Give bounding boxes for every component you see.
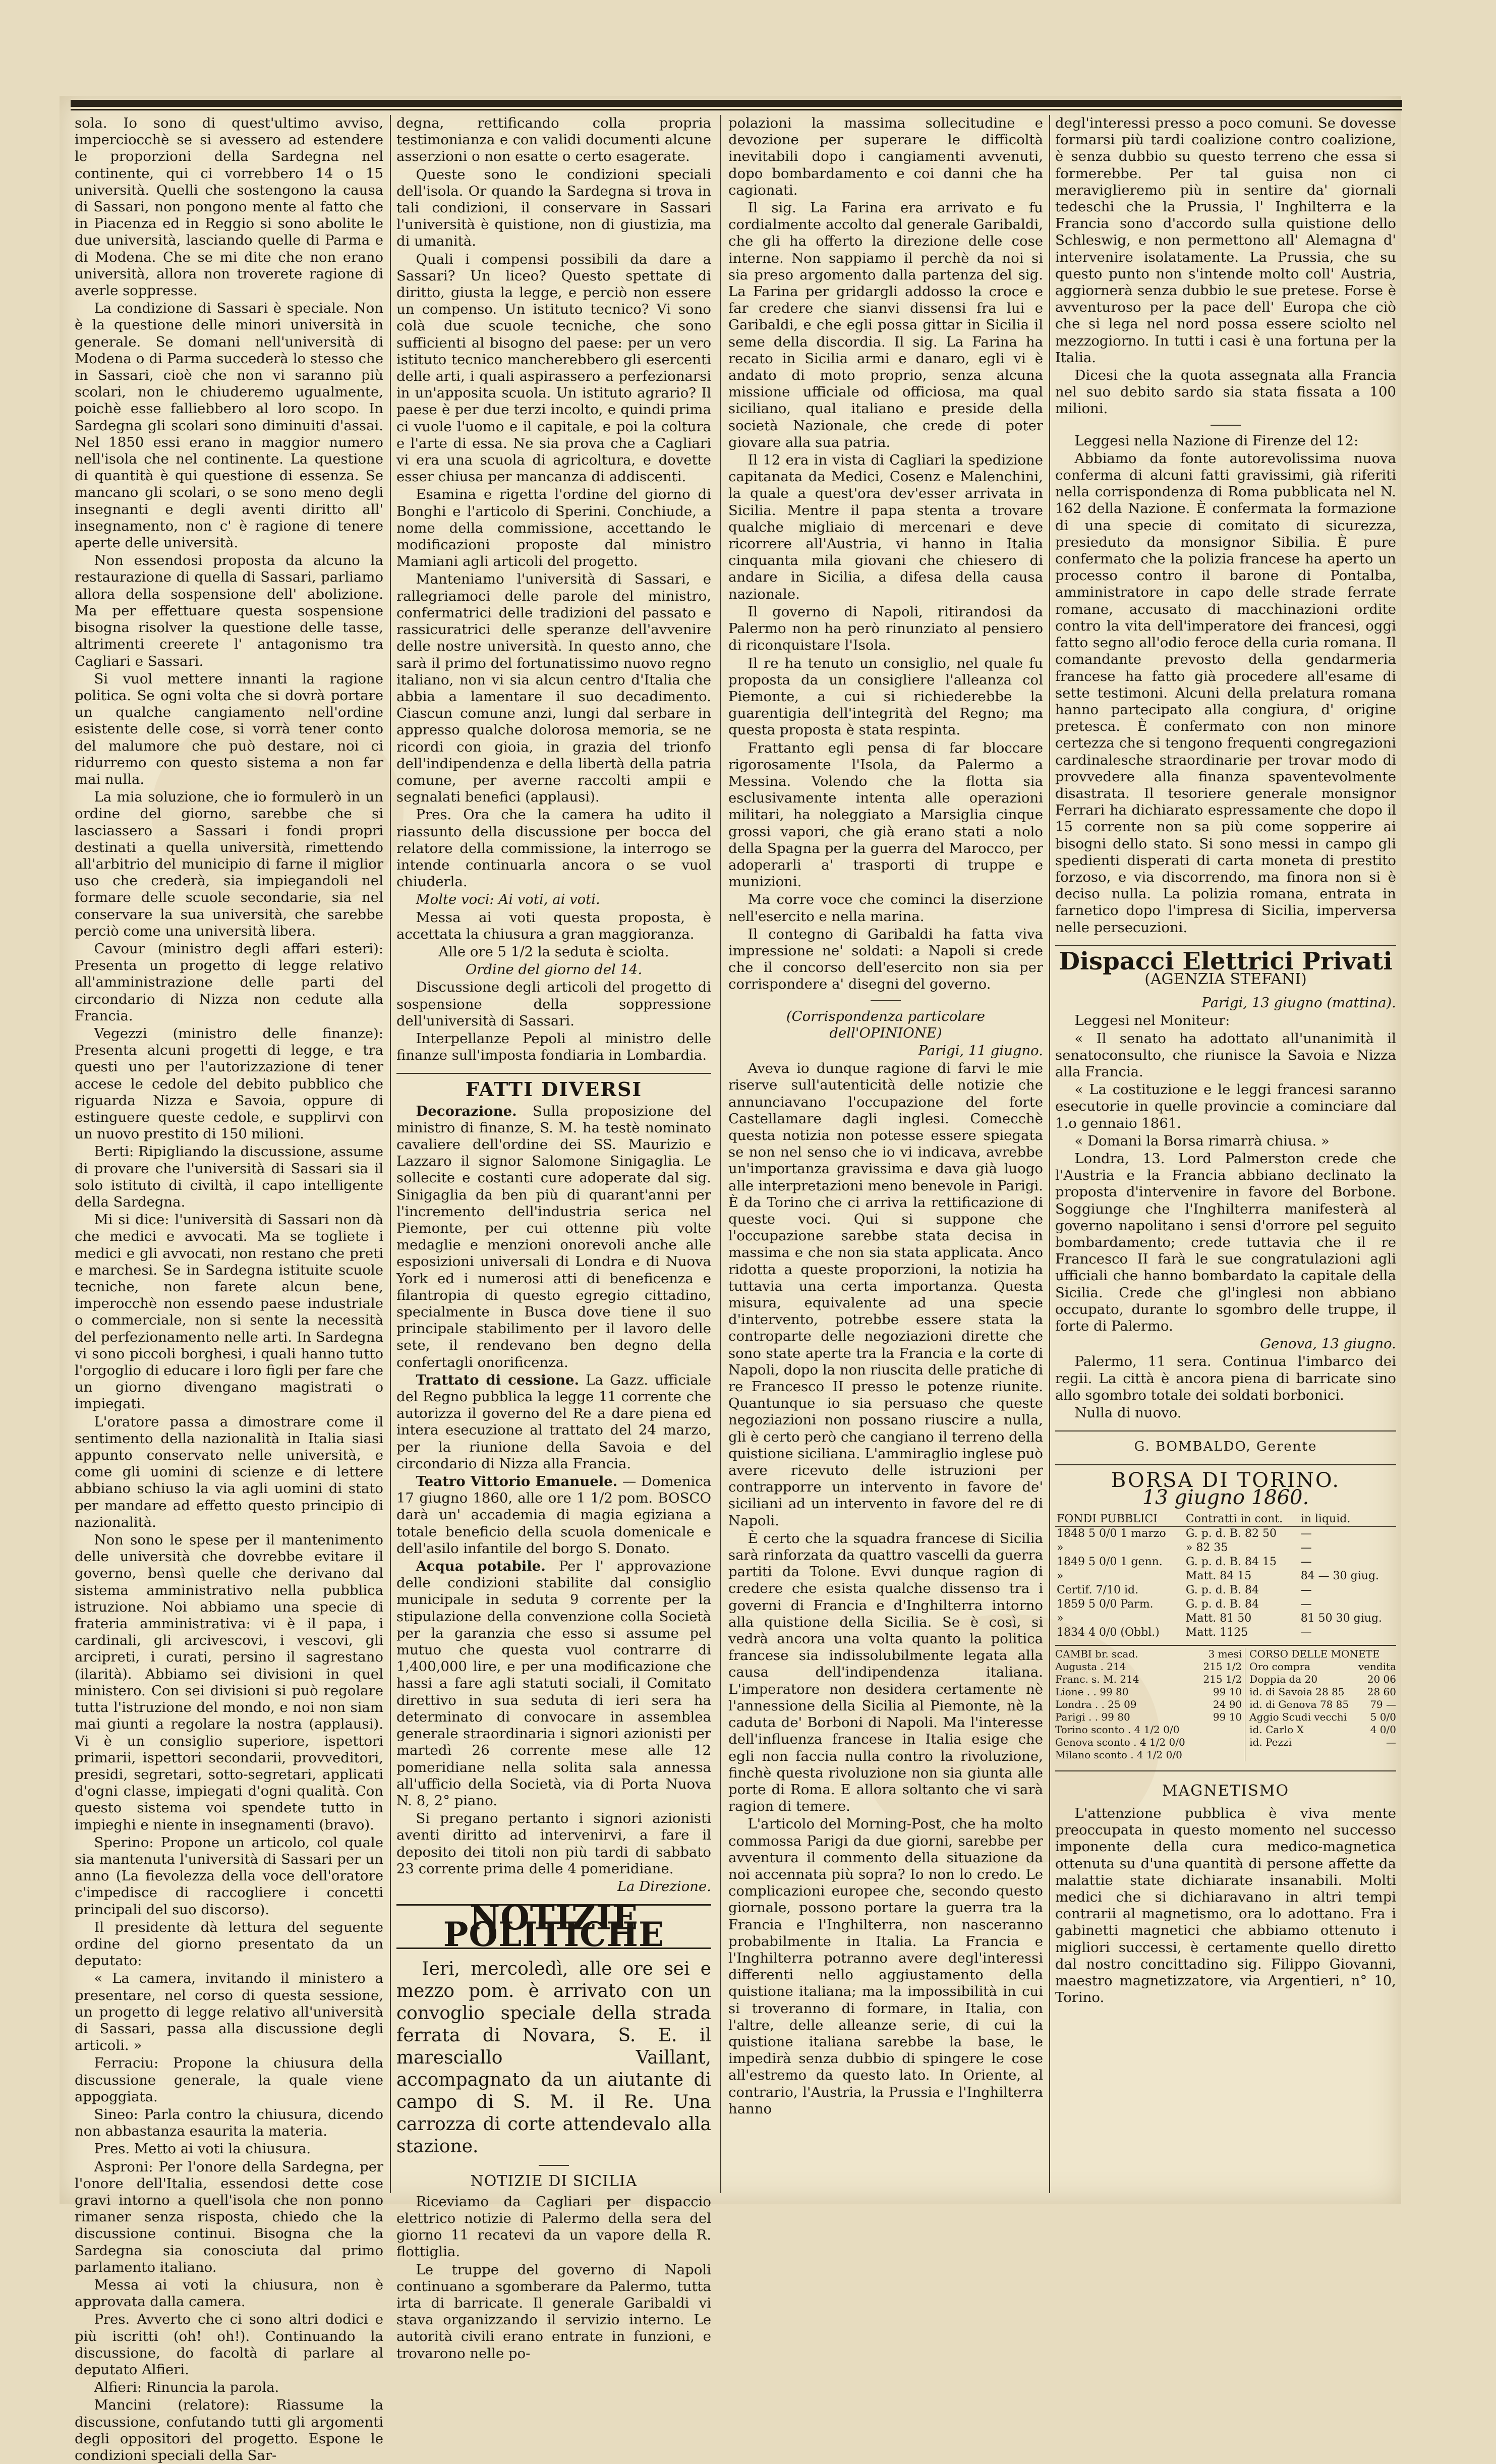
short-divider [1211, 425, 1241, 426]
cell: G. p. d. B. 84 [1185, 1597, 1259, 1611]
cell: 215 1/2 [1203, 1660, 1242, 1673]
paragraph: Molte voci: Ai voti, ai voti. [416, 891, 600, 908]
dispacci-date: Parigi, 13 giugno (mattina). [1201, 995, 1396, 1011]
cell: Londra . . 25 09 [1055, 1698, 1137, 1710]
paragraph: Interpellanze Pepoli al ministro delle finanze sull'imposta fondiaria in Lombardia. [396, 1030, 711, 1064]
cell: Matt. 84 15 [1185, 1569, 1252, 1582]
cambi-row [1055, 1660, 1242, 1673]
monete-row [1249, 1673, 1396, 1686]
correspondence-heading: (Corrispondenza particolare dell'OPINIONE) [786, 1008, 986, 1041]
table-row [1055, 1541, 1396, 1555]
cell: Milano sconto . 4 1/2 0/0 [1055, 1748, 1182, 1761]
cell: Aggio Scudi vecchi [1249, 1710, 1347, 1723]
notizie-politiche-heading: NOTIZIE POLITICHE [396, 1904, 711, 1949]
monete-row [1249, 1686, 1396, 1698]
news-item [396, 1810, 711, 1877]
paragraph: Sperino: Propone un articolo, col quale sia mantenuta l'università di Sassari per un anno (La fievolezza della voce dell'oratore c'impedisce di raccogliere i concetti principali del suo discorso). [75, 1834, 383, 1918]
paragraph: Dicesi che la quota assegnata alla Francia nel suo debito sardo sia stata fissata a 100 milioni. [1055, 367, 1396, 417]
paragraph: Mi si dice: l'università di Sassari non dà che medici e avvocati. Ma se togliete i medici e gli avvocati, non restano che preti e marchesi. Se in Sardegna istituite scuole tecniche, non farete alcun bene, imperocchè non essendo paese industriale o commerciale, non si sente la necessità del perfezionamento nelle arti. In Sardegna vi sono piccoli borghesi, i quali hanno tutto l'orgoglio di educare i loro figli per fare che un giorno divengano magistrati o impiegati. [75, 1212, 383, 1412]
paragraph: Palermo, 11 sera. Continua l'imbarco dei regii. La città è ancora piena di barricate sino allo sgombro totale dei soldati borbonici. [1055, 1353, 1396, 1403]
cell: G. p. d. B. 84 [1185, 1583, 1259, 1596]
news-lead: Trattato di cessione. [416, 1371, 580, 1388]
fatti-diversi-heading: FATTI DIVERSI [465, 1078, 643, 1101]
paragraph: Leggesi nel Moniteur: [1074, 1012, 1230, 1029]
nazione-heading: Leggesi nella Nazione di Firenze del 12: [1074, 432, 1359, 449]
paragraph: Alle ore 5 1/2 la seduta è sciolta. [438, 943, 669, 960]
cell: 1848 5 0/0 1 marzo [1057, 1527, 1166, 1540]
paragraph: Il sig. La Farina era arrivato e fu cordialmente accolto dal generale Garibaldi, che gli ha offerto la direzione delle cose interne. Non sappiamo il perchè da noi si sia preso argomento dalla partenza del sig. La Farina per gridargli addosso la croce e far credere che sianvi dissensi fra lui e Garibaldi, e che egli possa gittar in Sicilia il seme della discordia. Il sig. La Farina ha recato in Sicilia armi e danaro, egli vi è andato di moto proprio, senza alcuna missione ufficiale od officiosa, ma qual siciliano, qual italiano e preside della società Nazionale, che crede di poter giovare alla sua patria. [728, 200, 1043, 450]
paragraph: Esamina e rigetta l'ordine del giorno di Bonghi e l'articolo di Sperini. Conchiude, a nome della commissione, accettando le modificazioni proposte dal ministro Mamiani agli articoli del progetto. [396, 486, 711, 570]
cell: G. p. d. B. 84 15 [1185, 1555, 1277, 1568]
top-rule-thin [71, 109, 1402, 110]
borsa-heading: BORSA DI TORINO. [1111, 1469, 1341, 1493]
cambi-row [1055, 1736, 1242, 1749]
paragraph: Pres. Metto ai voti la chiusura. [94, 2141, 311, 2157]
cell: 84 — 30 giug. [1300, 1569, 1379, 1582]
cell: Parigi . . 99 80 [1055, 1710, 1130, 1723]
top-rule [71, 100, 1402, 107]
table-header-row [1055, 1512, 1396, 1527]
cambi-row [1055, 1711, 1242, 1724]
column-4 [1055, 115, 1396, 2198]
cell: 3 mesi [1208, 1647, 1242, 1660]
news-lead: Teatro Vittorio Emanuele. [416, 1473, 618, 1490]
borsa-table [1055, 1512, 1396, 1640]
paragraph: Il contegno di Garibaldi ha fatta viva impressione ne' soldati: a Napoli si crede che il concorso dell'esercito non sia per corrispondere a' disegni del governo. [728, 926, 1043, 993]
paragraph: Londra, 13. Lord Palmerston crede che l'Austria e la Francia abbiano declinato la proposta d'intervenire in favore del Borbone. Soggiunge che l'Inghilterra manifesterà al governo napolitano i sensi d'orrore pel seguito bombardamento; crede tuttavia che il re Francesco II farà le sue congratulazioni agli ufficiali che hanno bombardato la capitale della Sicilia. Crede che gl'inglesi non abbiano occupato, durante lo sgombro delle truppe, il forte di Palermo. [1055, 1150, 1396, 1335]
cell: Franc. s. M. 214 [1055, 1673, 1139, 1685]
genova-date: Genova, 13 giugno. [1260, 1336, 1396, 1352]
gerente-signature: G. BOMBALDO, Gerente [1134, 1439, 1317, 1455]
cell: CAMBI br. scad. [1055, 1647, 1138, 1660]
paragraph: L'articolo del Morning-Post, che ha molto commossa Parigi da due giorni, sarebbe per avventura il commento della situazione da noi accennata più sopra? Io non lo credo. Le complicazioni europee che, secondo questo giornale, possono portare la guerra tra la Francia e l'Inghilterra, non nasceranno probabilmente in Italia. La Francia e l'Inghilterra potranno avere degl'interessi differenti nello aggiustamento della quistione italiana; ma la impossibilità in cui si troveranno di formare, in Italia, con l'altre, delle alleanze serie, di cui la quistione italiana sarebbe la base, le impedirà senza dubbio di spingere le cose all'estremo da questo lato. In Oriente, al contrario, l'Austria, la Prussia e l'Inghilterra hanno [728, 1816, 1043, 2117]
paragraph: Messa ai voti questa proposta, è accettata la chiusura a gran maggioranza. [396, 909, 711, 942]
paragraph: Il governo di Napoli, ritirandosi da Palermo non ha però rinunziato al pensiero di riconquistare l'Isola. [728, 603, 1043, 654]
cell: id. di Savoia 28 85 [1249, 1685, 1345, 1698]
paragraph: Manteniamo l'università di Sassari, e rallegriamoci delle parole del ministro, confermatrici delle tradizioni del passato e rassicuratrici delle speranze dell'avvenire delle nostre università. In questo anno, che sarà il primo del fortunatissimo nuovo regno italiano, non vi sia alcun centro d'Italia che abbia a lamentare il suo decadimento. Ciascun comune anzi, lungi dal serbare in appresso qualche dolorosa memoria, se ne ricordi con gioia, in grazia del trionfo dell'indipendenza e della libertà della patria comune, per averne raccolti ampii e segnalati benefici (applausi). [396, 571, 711, 806]
paragraph: Pres. Ora che la camera ha udito il riassunto della discussione per bocca del relatore della commissione, la interrogo se intende continuarla ancora o se vuol chiuderla. [396, 807, 711, 890]
paragraph: Cavour (ministro degli affari esteri): Presenta un progetto di legge relativo all'amministrazione delle parti del circondario di Nizza non cedute alla Francia. [75, 940, 383, 1024]
news-text: — Domenica 17 giugno 1860, alle ore 1 1/2 pom. BOSCO darà un' accademia di magia egiziana a totale beneficio della scuola domenicale e dell'asilo infantile del borgo S. Donato. [396, 1473, 711, 1557]
paragraph: L'oratore passa a dimostrare come il sentimento della nazionalità in Italia siasi appunto conservato nelle università, e come gli uomini di scienze e di lettere abbiano schiuso la via agli uomini di stato per mandare ad effetto questo principio di nazionalità. [75, 1413, 383, 1530]
lead-paragraph: Ieri, mercoledì, alle ore sei e mezzo pom. è arrivato con un convoglio speciale della strada ferrata di Novara, S. E. il maresciallo Vaillant, accompagnato da un aiutante di campo di S. M. il Re. Una carrozza di corte attendevalo alla stazione. [396, 1958, 711, 2157]
cell: 24 90 [1213, 1698, 1242, 1710]
paragraph: Il re ha tenuto un consiglio, nel quale fu proposta da un consigliere l'alleanza col Piemonte, a cui si richiederebbe la guarentigia dell'integrità del Regno; ma questa proposta è stata respinta. [728, 655, 1043, 738]
news-text: La Gazz. ufficiale del Regno pubblica la legge 11 corrente che autorizza il governo del Re a dare piena ed intera esecuzione al trattato del 24 marzo, per la riunione della Savoia e del circondario di Nizza alla Francia. [396, 1371, 711, 1472]
paragraph: Non essendosi proposta da alcuno la restaurazione di quella di Sassari, parliamo allora della sospensione dell' abolizione. Ma per effettuare questa sospensione bisogna risolver la questione delle tasse, altrimenti creerete l' antagonismo tra Cagliari e Sassari. [75, 552, 383, 669]
cell: CORSO DELLE MONETE [1249, 1647, 1380, 1660]
cambi-row [1055, 1749, 1242, 1761]
paragraph: L'attenzione pubblica è viva mente preoccupata in questo momento nel successo imponente della cura medico-magnetica ottenuta su d'una quantità di persone affette da malattie state dichiarate insanabili. Molti medici che si dichiaravano in altri tempi contrarii al magnetismo, ora lo adottano. Fra i gabinetti magnetici che abbiamo ottenuto i migliori successi, è certamente quello diretto dal nostro concittadino sig. Filippo Giovanni, maestro magnetizzatore, via Argentieri, n° 10, Torino. [1055, 1805, 1396, 2006]
cell: 215 1/2 [1203, 1673, 1242, 1685]
news-lead: Decorazione. [416, 1103, 517, 1119]
paragraph: Riceviamo da Cagliari per dispaccio elettrico notizie di Palermo della sera del giorno 11 recatevi da un vapore della R. flottiglia. [396, 2193, 711, 2260]
column-separator [720, 115, 721, 2193]
cell: Oro compra [1249, 1660, 1311, 1673]
paragraph: degl'interessi presso a poco comuni. Se dovesse formarsi più tardi coalizione contro coalizione, è senza dubbio su questo terreno che essa si formerebbe. Per tal guisa non ci meraviglieremo più in sentire da' giornali tedeschi che la Prussia, l' Inghilterra e la Francia sono d'accordo sulla quistione dello Schleswig, e non permettono all' Alemagna d' intervenire isolatamente. La Prussia, che su questo punto non s'intende molto coll' Austria, aggiornerà senza dubbio le sue pretese. Forse è avventuroso per la pace dell' Europa che ciò che si lega nel nord possa essere sciolto nel mezzogiorno. In tutti i casi è una fortuna per la Italia. [1055, 115, 1396, 366]
cell: Lione . . 99 80 [1055, 1685, 1129, 1698]
paragraph: degna, rettificando colla propria testimonianza e con validi documenti alcune asserzioni o non esatte o certo esagerate. [396, 115, 711, 165]
paragraph: « La camera, invitando il ministero a presentare, nel corso di questa sessione, un progetto di legge relativo all'università di Sassari, passa alla discussione degli articoli. » [75, 1970, 383, 2054]
divider [1055, 1430, 1396, 1431]
paragraph: Berti: Ripigliando la discussione, assume di provare che l'università di Sassari sia il solo istituto di civiltà, il capo intelligente della Sardegna. [75, 1143, 383, 1210]
cell: id. Carlo X [1249, 1723, 1304, 1736]
paragraph: Frattanto egli pensa di far bloccare rigorosamente l'Isola, da Palermo a Messina. Volendo che la flotta sia esclusivamente intenta alle operazioni militari, ha noleggiato a Marsiglia cinque grossi vapori, che già erano stati a nolo della Spagna per la guerra del Marocco, per adoperarli a' trasporti di truppe e munizioni. [728, 739, 1043, 890]
news-text: Per l' approvazione delle condizioni stabilite dal consiglio municipale in seduta 9 corrente per la stipulazione della convenzione colla Società per la garanzia che esso si assume pel mutuo che questa vuol contrarre di 1,400,000 lire, e per una modificazione che hassi a fare agli statuti sociali, il Comitato direttivo in sua seduta di ieri sera ha determinato di convocare in assemblea generale straordinaria i signori azionisti per martedì 26 corrente mese alle 12 pomeridiane nella solita sala annessa all'ufficio della Società, via di Porta Nuova N. 8, 2° piano. [396, 1558, 711, 1809]
cell: Augusta . 214 [1055, 1660, 1126, 1673]
cell: Matt. 81 50 [1185, 1612, 1252, 1625]
table-row [1055, 1597, 1396, 1612]
cambi-row [1055, 1686, 1242, 1698]
column-header: FONDI PUBBLICI [1055, 1512, 1184, 1527]
cell: — [1300, 1583, 1312, 1596]
table-row [1055, 1626, 1396, 1640]
cell: » [1057, 1612, 1064, 1625]
correspondence-date: Parigi, 11 giugno. [918, 1042, 1043, 1059]
divider [1055, 1770, 1396, 1771]
paragraph: polazioni la massima sollecitudine e devozione per superare le difficoltà inevitabili dopo i cangiamenti avvenuti, dopo bombardamento e coi danni che ha cagionati. [728, 115, 1043, 198]
paragraph: Pres. Avverto che ci sono altri dodici e più iscritti (oh! oh!). Continuando la discussione, do facoltà di parlare al deputato Alfieri. [75, 2311, 383, 2378]
paragraph: Alfieri: Rinuncia la parola. [94, 2379, 279, 2396]
cambi-row [1055, 1724, 1242, 1736]
cell: — [1300, 1555, 1312, 1568]
column-header: Contratti in cont. [1184, 1512, 1299, 1527]
column-header: in liquid. [1299, 1512, 1396, 1527]
paragraph: Queste sono le condizioni speciali dell'isola. Or quando la Sardegna si trova in tali condizioni, il conservare in Sassari l'università è quistione, non di giustizia, ma di umanità. [396, 166, 711, 250]
paragraph: Sineo: Parla contro la chiusura, dicendo non abbastanza esaurita la materia. [75, 2106, 383, 2140]
news-text: Si pregano pertanto i signori azionisti aventi diritto ad intervenirvi, a fare il deposito dei titoli non più tardi di sabbato 23 corrente prima delle 4 pomeridiane. [396, 1810, 711, 1877]
cambi-table [1055, 1648, 1245, 1761]
paragraph: « Il senato ha adottato all'unanimità il senatoconsulto, che riunisce la Savoia e Nizza alla Francia. [1055, 1030, 1396, 1080]
cell: 1859 5 0/0 Parm. [1057, 1597, 1154, 1611]
paragraph: sola. Io sono di quest'ultimo avviso, imperciocchè se si avessero ad estendere le proporzioni della Sardegna nel continente, qui ci vorrebbero 14 o 15 università. Quelli che sostengono la causa di Sassari, non pongono mente al fatto che in Piacenza ed in Reggio si sono abolite le due università, lasciando quelle di Parma e di Modena. Che se mi dite che non erano università, allora non troverete ragione di averle soppresse. [75, 115, 383, 299]
table-row [1055, 1526, 1396, 1541]
cambi-row [1055, 1648, 1242, 1660]
divider [1055, 1464, 1396, 1465]
news-text: Sulla proposizione del ministro di finanze, S. M. ha testè nominato cavaliere dell'ordine dei SS. Maurizio e Lazzaro il signor Salomone Sinigaglia. Le sollecite e costanti cure adoperate dal sig. Sinigaglia da ben più di quarant'anni per l'incremento dell'industria serica nel Piemonte, per cui ottenne più volte medaglie e menzioni onorevoli anche alle esposizioni universali di Londra e di Nuova York ed i numerosi atti di beneficenza e filantropia di questo egregio cittadino, specialmente in Busca dove tiene il suo principale stabilimento per il lavoro delle sete, il rendevano ben degno della confertagli onorificenza. [396, 1103, 711, 1370]
cell: 4 0/0 [1370, 1723, 1396, 1736]
cell: — [1300, 1527, 1312, 1540]
sicilia-heading: NOTIZIE DI SICILIA [470, 2172, 638, 2190]
dispacci-heading: Dispacci Elettrici Privati [1059, 947, 1393, 976]
monete-row [1249, 1724, 1396, 1736]
cell: 99 10 [1213, 1710, 1242, 1723]
paragraph: Asproni: Per l'onore della Sardegna, per l'onore dell'Italia, essendosi dette cose gravi intorno a quell'isola che non ponno rimaner senza risposta, chiedo che la discussione continui. Bisogna che la Sardegna sia conosciuta dal primo parlamento italiano. [75, 2158, 383, 2275]
cell: 79 — [1370, 1698, 1396, 1710]
paragraph: Non sono le spese per il mantenimento delle università che dovrebbe evitare il governo, bensì quelle che derivano dal sistema amministrativo nella pubblica istruzione. Noi abbiamo una specie di frateria amministrativa: vi è il papa, i cardinali, gli arcivescovi, i vescovi, gli arcipreti, i curati, persino il sagrestano (ilarità). Abbiamo sei divisioni in quel ministero. Con sei divisioni si può regolare tutta l'istruzione del mondo, e noi non siam mai giunti a regolare la nostra (applausi). Vi è un consiglio superiore, ispettori primarii, ispettori secondarii, provveditori, presidi, segretari, sotto-segretari, applicati d'ogni classe, impiegati d'ogni qualità. Con questo sistema voi spendete tutto in impieghi e niente in insegnamenti (bravo). [75, 1532, 383, 1833]
divider [396, 1073, 711, 1074]
cell: G. p. d. B. 82 50 [1185, 1527, 1277, 1540]
column-3 [728, 115, 1043, 2198]
fatti-signature: La Direzione. [617, 1878, 711, 1895]
magnetismo-heading: MAGNETISMO [1162, 1782, 1290, 1800]
cambi-row [1055, 1698, 1242, 1711]
column-1 [75, 115, 383, 2464]
cell: vendita [1358, 1660, 1396, 1673]
borsa-date: 13 giugno 1860. [1142, 1485, 1309, 1509]
cell: Doppia da 20 [1249, 1673, 1318, 1685]
order-of-day-heading: Ordine del giorno del 14. [465, 961, 643, 978]
paragraph: Mancini (relatore): Riassume la discussione, confutando tutti gli argomenti degli oppositori del progetto. Espone le condizioni speciali della Sar- [75, 2397, 383, 2464]
cell: — [1386, 1736, 1396, 1748]
monete-row [1249, 1648, 1396, 1660]
cell: — [1300, 1597, 1312, 1611]
monete-row [1249, 1711, 1396, 1724]
paragraph: La condizione di Sassari è speciale. Non è la questione delle minori università in generale. Se domani nell'università di Modena o di Parma succederà lo stesso che in Sassari, cioè che non vi saranno più scolari, non le chiuderemo ugualmente, poichè esse falliebbero al loro scopo. In Sardegna gli scolari sono diminuiti d'assai. Nel 1850 essi erano in maggior numero nell'isola che nel continente. La questione di quantità è qui questione di essenza. Se mancano gli scolari, o se sono meno degli insegnanti e degli aventi diritto all' insegnamento, non c' è ragione di tenere aperte delle università. [75, 300, 383, 551]
cell: » 82 35 [1185, 1541, 1228, 1554]
cambi-row [1055, 1673, 1242, 1686]
cell: — [1300, 1626, 1312, 1639]
cell: 1849 5 0/0 1 genn. [1057, 1555, 1163, 1568]
cell: » [1057, 1569, 1064, 1582]
news-item [396, 1103, 711, 1371]
table-row [1055, 1569, 1396, 1583]
cell: Certif. 7/10 id. [1057, 1583, 1139, 1596]
news-item [396, 1558, 711, 1809]
cell: 20 06 [1367, 1673, 1396, 1685]
paragraph: Il presidente dà lettura del seguente ordine del giorno presentato da un deputato: [75, 1919, 383, 1969]
divider [1055, 945, 1396, 946]
table-row [1055, 1555, 1396, 1569]
column-2 [396, 115, 711, 2362]
paragraph: Aveva io dunque ragione di farvi le mie riserve sull'autenticità delle notizie che annunciavano l'occupazione del forte Castellamare dagli inglesi. Comecchè questa notizia non potesse essere spiegata se non nel senso che io vi indicava, avrebbe un'importanza gravissima e dava già luogo alle interpretazioni meno benevole in Parigi. È da Torino che ci arriva la rettificazione di queste voci. Qui si suppone che l'occupazione sarebbe stata decisa in massima e che non sia stata applicata. Anco ridotta a queste proporzioni, la notizia ha tuttavia una certa importanza. Questa misura, equivalente ad una specie d'intervento, potrebbe essere stata la contropartе delle negoziazioni dirette che sono state aperte tra la Francia e la corte di Napoli, dopo la non riuscita delle pratiche di re Francesco II presso le potenze riunite. Quantunque io sia persuaso che queste negoziazioni non possano riuscire a nulla, gli è certo però che cangiano il terreno della quistione siciliana. L'ammiraglio inglese può avere ricevuto delle istruzioni per contrapporre un intervento in favore de' siciliani ad un intervento in favore del re di Napoli. [728, 1060, 1043, 1529]
paragraph: Il 12 era in vista di Cagliari la spedizione capitanata da Medici, Cosenz e Malenchini, la quale a quest'ora dev'esser arrivata in Sicilia. Mentre il papa stenta a trovare qualche migliaio di mercenari e deve ricorrere all'Austria, vi hanno in Italia cinquanta mila giovani che chiesero di andare in Sicilia, a difesa della causa nazionale. [728, 452, 1043, 602]
agency-label: (AGENZIA STEFANI) [1144, 970, 1307, 988]
paragraph: Discussione degli articoli del progetto di sospensione della soppressione dell'università di Sassari. [396, 979, 711, 1029]
table-row [1055, 1612, 1396, 1626]
cell: 28 60 [1367, 1685, 1396, 1698]
cell: 81 50 30 giug. [1300, 1612, 1383, 1625]
table-row [1055, 1583, 1396, 1597]
paragraph: Ferraciu: Propone la chiusura della discussione generale, la quale viene appoggiata. [75, 2055, 383, 2105]
news-item [396, 1473, 711, 1557]
cell: id. Pezzi [1249, 1736, 1292, 1748]
cell: Genova sconto . 4 1/2 0/0 [1055, 1736, 1185, 1748]
cell: 99 10 [1213, 1685, 1242, 1698]
short-divider [871, 1000, 901, 1001]
paragraph: Si vuol mettere innanti la ragione politica. Se ogni volta che si dovrà portare un qualche cangiamento nell'ordine esistente delle cose, si vorrà tener conto del malumore che può destare, noi ci ridurremo con questo sistema a non far mai nulla. [75, 670, 383, 787]
column-separator [1049, 115, 1050, 2193]
news-item [396, 1372, 711, 1472]
paragraph: Le truppe del governo di Napoli continuano a sgomberare da Palermo, tutta irta di barricate. Il generale Garibaldi vi stava organizzando il servizio interno. Le autorità civili erano entrate in funzioni, e trovarono nelle po- [396, 2261, 711, 2362]
short-divider [539, 2165, 569, 2166]
paragraph: Quali i compensi possibili da dare a Sassari? Un liceo? Questo spettate di diritto, giusta la legge, e perciò non essere un compenso. Un istituto tecnico? Vi sono colà due scuole tecniche, che sono sufficienti al bisogno del paese: per un vero istituto tecnico mancherebbero gli esercenti delle arti, i quali aspirassero a perfezionarsi in un'apposita scuola. Un istituto agrario? Il paese è per due terzi incolto, e quindi prima ci vuole l'uomo e il capitale, e poi la coltura e l'arte di essa. Ne sia prova che a Cagliari vi era una scuola di agricoltura, e dovette esser chiusa per mancanza di addiscenti. [396, 251, 711, 485]
paragraph: Abbiamo da fonte autorevolissima nuova conferma di alcuni fatti gravissimi, già riferiti nella corrispondenza di Roma pubblicata nel N. 162 della Nazione. È confermata la formazione di una specie di comitato di sicurezza, presieduto da monsignor Sibilia. È pure confermato che la polizia francese ha aperto un processo contro il barone di Pontalba, amministratore in capo delle strade ferrate romane, accusato di macchinazioni ordite contro la vita dell'imperatore dei francesi, oggi fatto segno all'odio feroce della curia romana. Il comandante prevosto della gendarmeria francese ha fatto già procedere all'esame di sette testimoni. Alcuni della prelatura romana hanno partecipato alla congiura, d' origine pretesca. È confermato con non minore certezza che si tengono frequenti congregazioni cardinalesche straordinarie per trovar modo di provvedere alla finanza spaventevolmente disastrata. Il tesoriere generale monsignor Ferrari ha dichiarato espressamente che dopo il 15 corrente non sa più come sopperire ai bisogni dello stato. Si sono messi in campo gli spedienti disperati di carta moneta di prestito forzoso, e via discorrendo, ma finora non si è deciso nulla. La polizia romana, entrata in farnetico dopo l'impresa di Sicilia, imperversa nelle persecuzioni. [1055, 450, 1396, 936]
paragraph: Vegezzi (ministro delle finanze): Presenta alcuni progetti di legge, e tra questi uno per l'autorizzazione di tener accese le cedole del debito pubblico che riguarda Nizza e Savoia, oppure di estinguere queste cedole, e supplirvi con un nuovo prestito di 150 milioni. [75, 1025, 383, 1142]
paragraph: È certo che la squadra francese di Sicilia sarà rinforzata da quattro vascelli da guerra partiti da Tolone. Evvi dunque ragion di credere che esista qualche dissenso tra i governi di Francia e d'Inghilterra intorno alla quistione della Sicilia. Se è così, si vedrà ancora una volta quanto la politica francese sia indissolubilmente legata alla causa dell'indipendenza italiana. L'imperatore non desidera certamente nè l'annessione della Sicilia al Piemonte, nè la caduta de' Borboni di Napoli. Ma l'interesse dell'influenza francese in Italia esige che egli non faccia nulla contro la rivoluzione, finchè questa rivoluzione non sia giunta alle porte di Roma. E allora soltanto che vi sarà ragion di temere. [728, 1530, 1043, 1815]
cell: Matt. 1125 [1185, 1626, 1248, 1639]
paragraph: La mia soluzione, che io formulerò in un ordine del giorno, sarebbe che si lasciassero a Sassari i fondi propri destinati a quella università, rimettendo all'arbitrio del municipio di farne il miglior uso che crederà, sia impiegandoli nel formare delle scuole secondarie, sia nel conservare la sua università, che sarebbe perciò come una università libera. [75, 789, 383, 939]
cambi-block [1055, 1645, 1396, 1761]
cell: — [1300, 1541, 1312, 1554]
monete-row [1249, 1660, 1396, 1673]
cell: Torino sconto . 4 1/2 0/0 [1055, 1723, 1180, 1736]
paragraph: Ma corre voce che cominci la diserzione nell'esercito e nella marina. [728, 891, 1043, 925]
paragraph: « Domani la Borsa rimarrà chiusa. » [1074, 1132, 1330, 1149]
news-lead: Acqua potabile. [416, 1558, 546, 1575]
monete-row [1249, 1736, 1396, 1749]
paragraph: « La costituzione e le leggi francesi saranno esecutorie in quelle provincie a cominciare dal 1.o gennaio 1861. [1055, 1081, 1396, 1131]
column-separator [390, 115, 391, 2193]
cell: 5 0/0 [1370, 1710, 1396, 1723]
cell: » [1057, 1541, 1064, 1554]
paragraph: Messa ai voti la chiusura, non è approvata dalla camera. [75, 2277, 383, 2310]
monete-table [1245, 1648, 1396, 1761]
cell: id. di Genova 78 85 [1249, 1698, 1349, 1710]
cell: 1834 4 0/0 (Obbl.) [1057, 1626, 1160, 1639]
paragraph: Nulla di nuovo. [1074, 1405, 1182, 1421]
monete-row [1249, 1698, 1396, 1711]
